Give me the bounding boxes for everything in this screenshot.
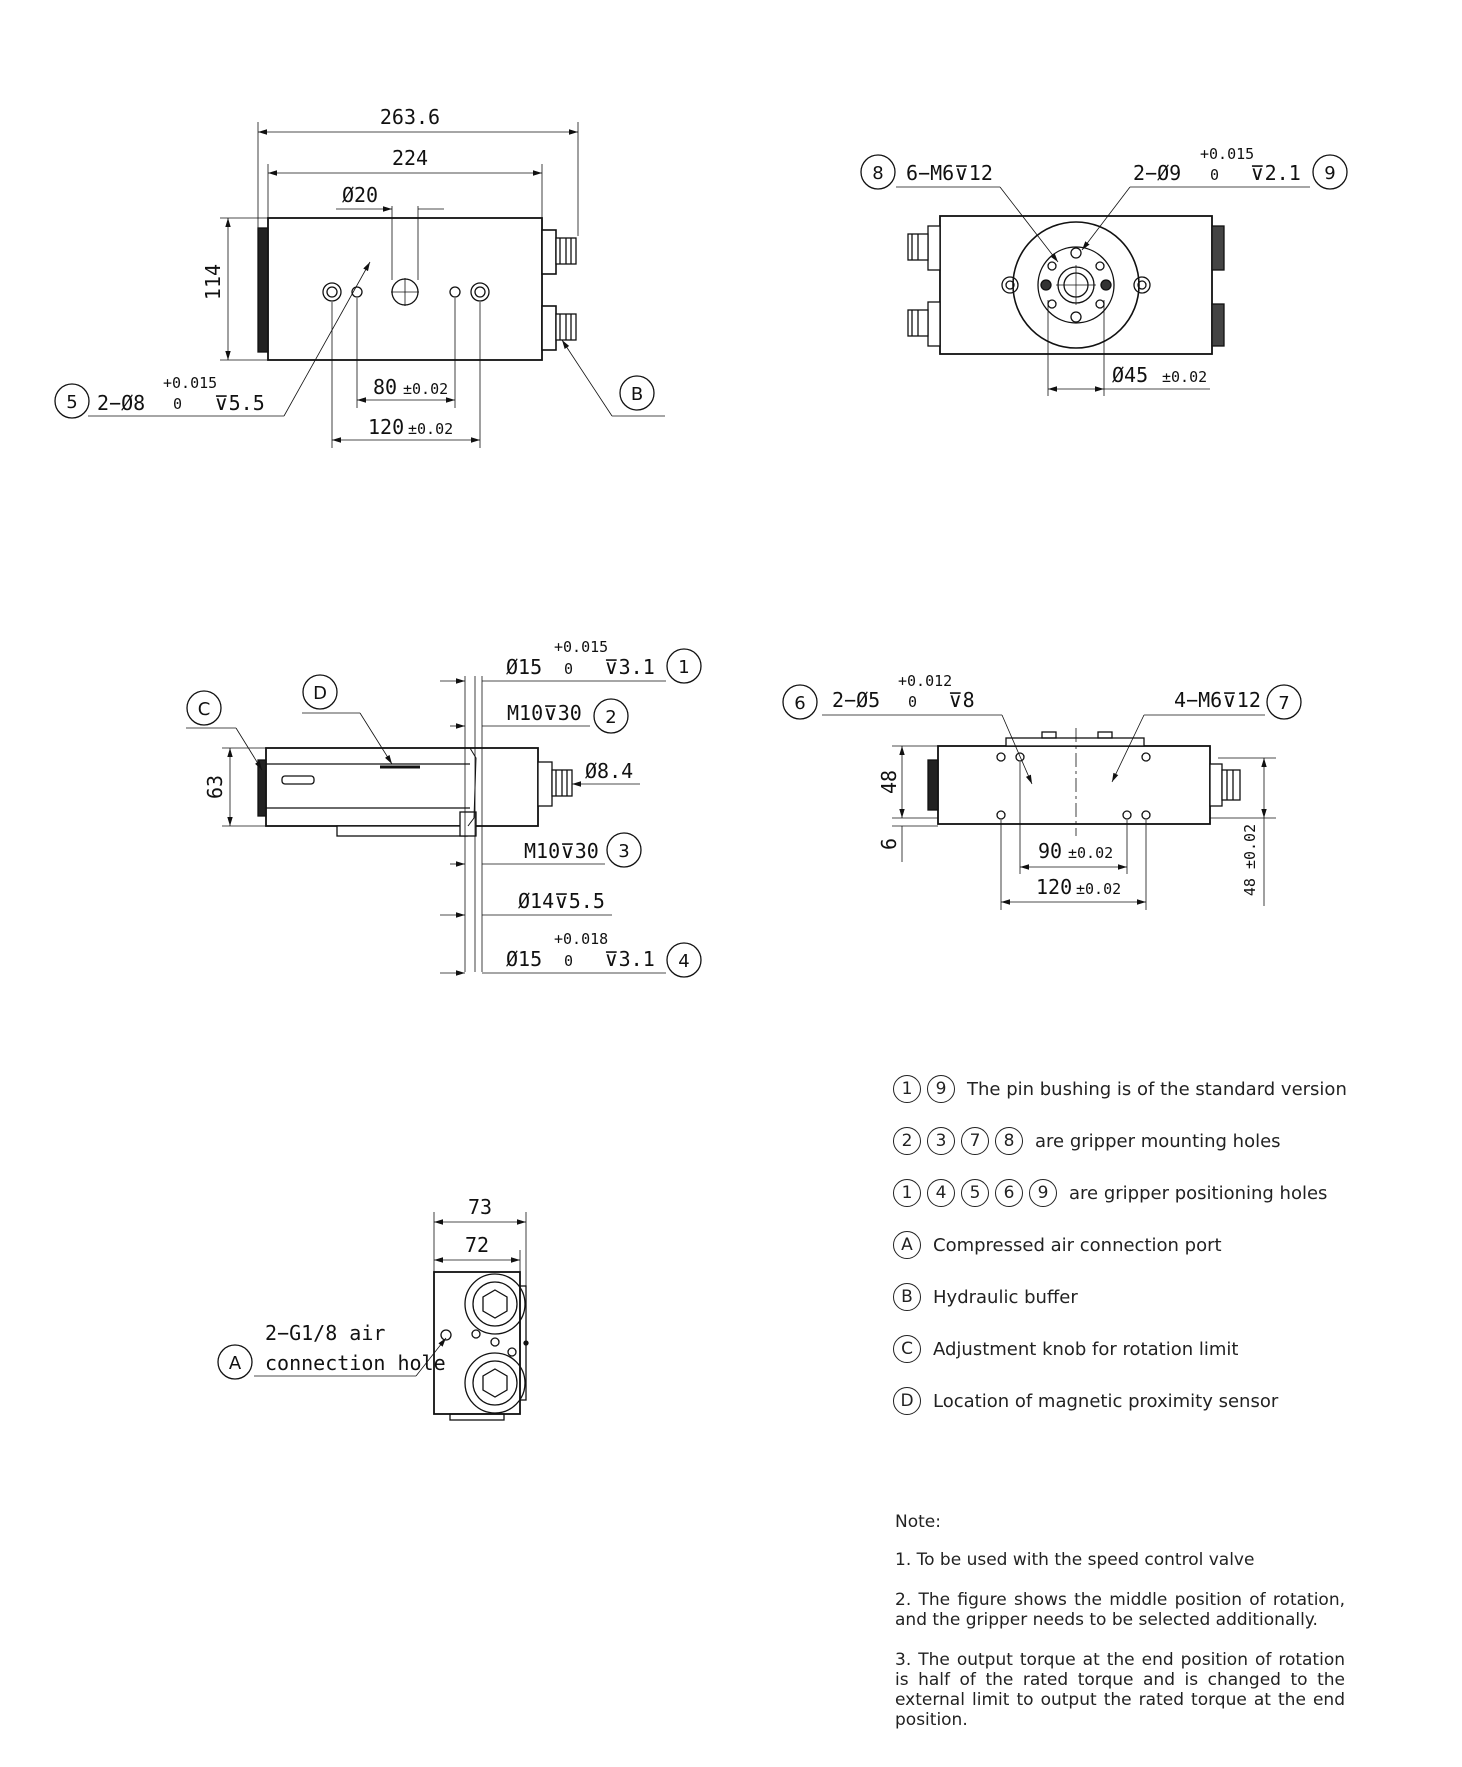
end-cap-left [258, 228, 268, 352]
dim-6-left: 6 [877, 837, 901, 851]
callout-1-tol-upper: +0.015 [554, 638, 609, 656]
callout-7-number: 7 [1278, 693, 1290, 714]
legend-row-sensor-location [893, 1386, 1413, 1416]
legend-text: Hydraulic buffer [933, 1286, 1078, 1308]
legend-text: Compressed air connection port [933, 1234, 1222, 1256]
positioning-hole-right [471, 283, 489, 301]
callout-5-tol-lower: 0 [173, 395, 183, 413]
tol-90: ±0.02 [1068, 844, 1114, 862]
callout-2-number: 2 [605, 707, 617, 728]
legend-text: are gripper positioning holes [1069, 1182, 1328, 1204]
dim-bore-diameter: Ø20 [341, 183, 379, 207]
callout-A-letter: A [228, 1353, 242, 1374]
callout-4-tol-lower: 0 [564, 952, 574, 970]
legend-row-mounting-holes [893, 1126, 1413, 1156]
legend-text: Adjustment knob for rotation limit [933, 1338, 1239, 1360]
callout-3-spec: M10⊽30 [524, 839, 599, 863]
dim-72: 72 [464, 1233, 490, 1257]
callout-6-depth: ⊽8 [948, 688, 975, 712]
callout-5-depth: ⊽5.5 [214, 391, 265, 415]
callout-6-number: 6 [794, 693, 806, 714]
callout-6-spec: 2−Ø5 [832, 688, 881, 712]
legend-row-adjustment-knob [893, 1334, 1413, 1364]
dim-flange-diameter: Ø45 [1112, 363, 1149, 387]
legend-bubble: B [893, 1283, 921, 1311]
dim-body-length: 224 [391, 146, 429, 170]
callout-9-number: 9 [1324, 163, 1336, 184]
dim-fitting-diameter: Ø8.4 [585, 759, 634, 783]
air-hole-label-line1: 2−G1/8 air [265, 1321, 386, 1345]
legend-text: Location of magnetic proximity sensor [933, 1390, 1279, 1412]
callout-6-tol-lower: 0 [908, 693, 918, 711]
legend-bubble: 1 [893, 1179, 921, 1207]
note-item: 2. The figure shows the middle position of rotation, and the gripper needs to be selected additionally. [895, 1590, 1345, 1630]
callout-B-letter: B [630, 384, 644, 405]
fitting-bottom [542, 306, 556, 350]
callout-3-number: 3 [618, 841, 630, 862]
note-item: 3. The output torque at the end position of rotation is half of the rated torque and is changed to the external limit to output the rated torque at the end position. [895, 1650, 1345, 1730]
legend-bubble: A [893, 1231, 921, 1259]
callout-5-number: 5 [66, 392, 78, 413]
dim-48-right: 48 ±0.02 [1241, 823, 1259, 897]
dim-height-114: 114 [201, 263, 225, 301]
legend-bubble: C [893, 1335, 921, 1363]
legend-bubble: 3 [927, 1127, 955, 1155]
top-left-view [55, 122, 665, 448]
notes-heading: Note: [895, 1512, 941, 1532]
legend-row-pin-bushing [893, 1074, 1413, 1104]
legend-bubble: D [893, 1387, 921, 1415]
callout-9-depth: ⊽2.1 [1250, 161, 1301, 185]
legend-row-hydraulic-buffer [893, 1282, 1413, 1312]
callout-4-depth: ⊽3.1 [604, 947, 655, 971]
legend-bubble: 7 [961, 1127, 989, 1155]
callout-D-letter: D [313, 683, 327, 704]
top-right-view [861, 155, 1347, 396]
notes [895, 1512, 1345, 1750]
callout-9-spec: 2−Ø9 [1133, 161, 1182, 185]
dim-overall-length: 263.6 [379, 105, 441, 129]
positioning-hole-left [323, 283, 341, 301]
legend-bubble: 1 [893, 1075, 921, 1103]
callout-4-spec: Ø15 [506, 947, 543, 971]
callout-8-spec: 6−M6⊽12 [906, 161, 993, 185]
callout-9-tol-lower: 0 [1210, 166, 1220, 184]
callout-1-number: 1 [678, 657, 690, 678]
dim-90: 90 [1038, 839, 1063, 863]
air-hole-label-line2: connection hole [265, 1351, 446, 1375]
dim-80: 80 [373, 375, 398, 399]
dim-120: 120 [368, 415, 405, 439]
callout-1-tol-lower: 0 [564, 660, 574, 678]
callout-9-tol-upper: +0.015 [1200, 145, 1255, 163]
callout-4-tol-upper: +0.018 [554, 930, 609, 948]
legend-text: are gripper mounting holes [1035, 1130, 1281, 1152]
callout-4-number: 4 [678, 951, 690, 972]
callout-5-spec: 2−Ø8 [97, 391, 146, 415]
callout-2-spec: M10⊽30 [507, 701, 582, 725]
dim-48-left: 48 [877, 769, 901, 795]
callout-6-tol-upper: +0.012 [898, 672, 953, 690]
actuator-end-face [434, 1272, 520, 1414]
legend-row-positioning-holes [893, 1178, 1413, 1208]
actuator-body-front [938, 746, 1210, 824]
legend-bubble: 5 [961, 1179, 989, 1207]
legend-bubble: 9 [1029, 1179, 1057, 1207]
dim-height-63: 63 [203, 774, 227, 800]
callout-8-number: 8 [872, 163, 884, 184]
legend [893, 1074, 1413, 1438]
callout-7-spec: 4−M6⊽12 [1174, 688, 1261, 712]
tol-80: ±0.02 [403, 380, 449, 398]
legend-bubble: 4 [927, 1179, 955, 1207]
legend-bubble: 9 [927, 1075, 955, 1103]
legend-bubble: 2 [893, 1127, 921, 1155]
dim-73: 73 [467, 1195, 493, 1219]
callout-C-letter: C [197, 699, 211, 720]
callout-5-tol-upper: +0.015 [163, 374, 218, 392]
dim-120-front: 120 [1036, 875, 1073, 899]
tol-120: ±0.02 [408, 420, 454, 438]
note-item: 1. To be used with the speed control valve [895, 1550, 1255, 1570]
dim-counterbore: Ø14⊽5.5 [518, 889, 605, 913]
tol-120-front: ±0.02 [1076, 880, 1122, 898]
mid-left-view [186, 649, 701, 977]
tol-flange-diameter: ±0.02 [1162, 368, 1208, 386]
legend-row-air-port [893, 1230, 1413, 1260]
callout-1-depth: ⊽3.1 [604, 655, 655, 679]
actuator-body-side [266, 748, 538, 826]
sensor-slot [282, 776, 314, 784]
legend-bubble: 8 [995, 1127, 1023, 1155]
fitting-top [542, 230, 556, 274]
legend-text: The pin bushing is of the standard version [967, 1078, 1347, 1100]
legend-bubble: 6 [995, 1179, 1023, 1207]
callout-1-spec: Ø15 [506, 655, 543, 679]
